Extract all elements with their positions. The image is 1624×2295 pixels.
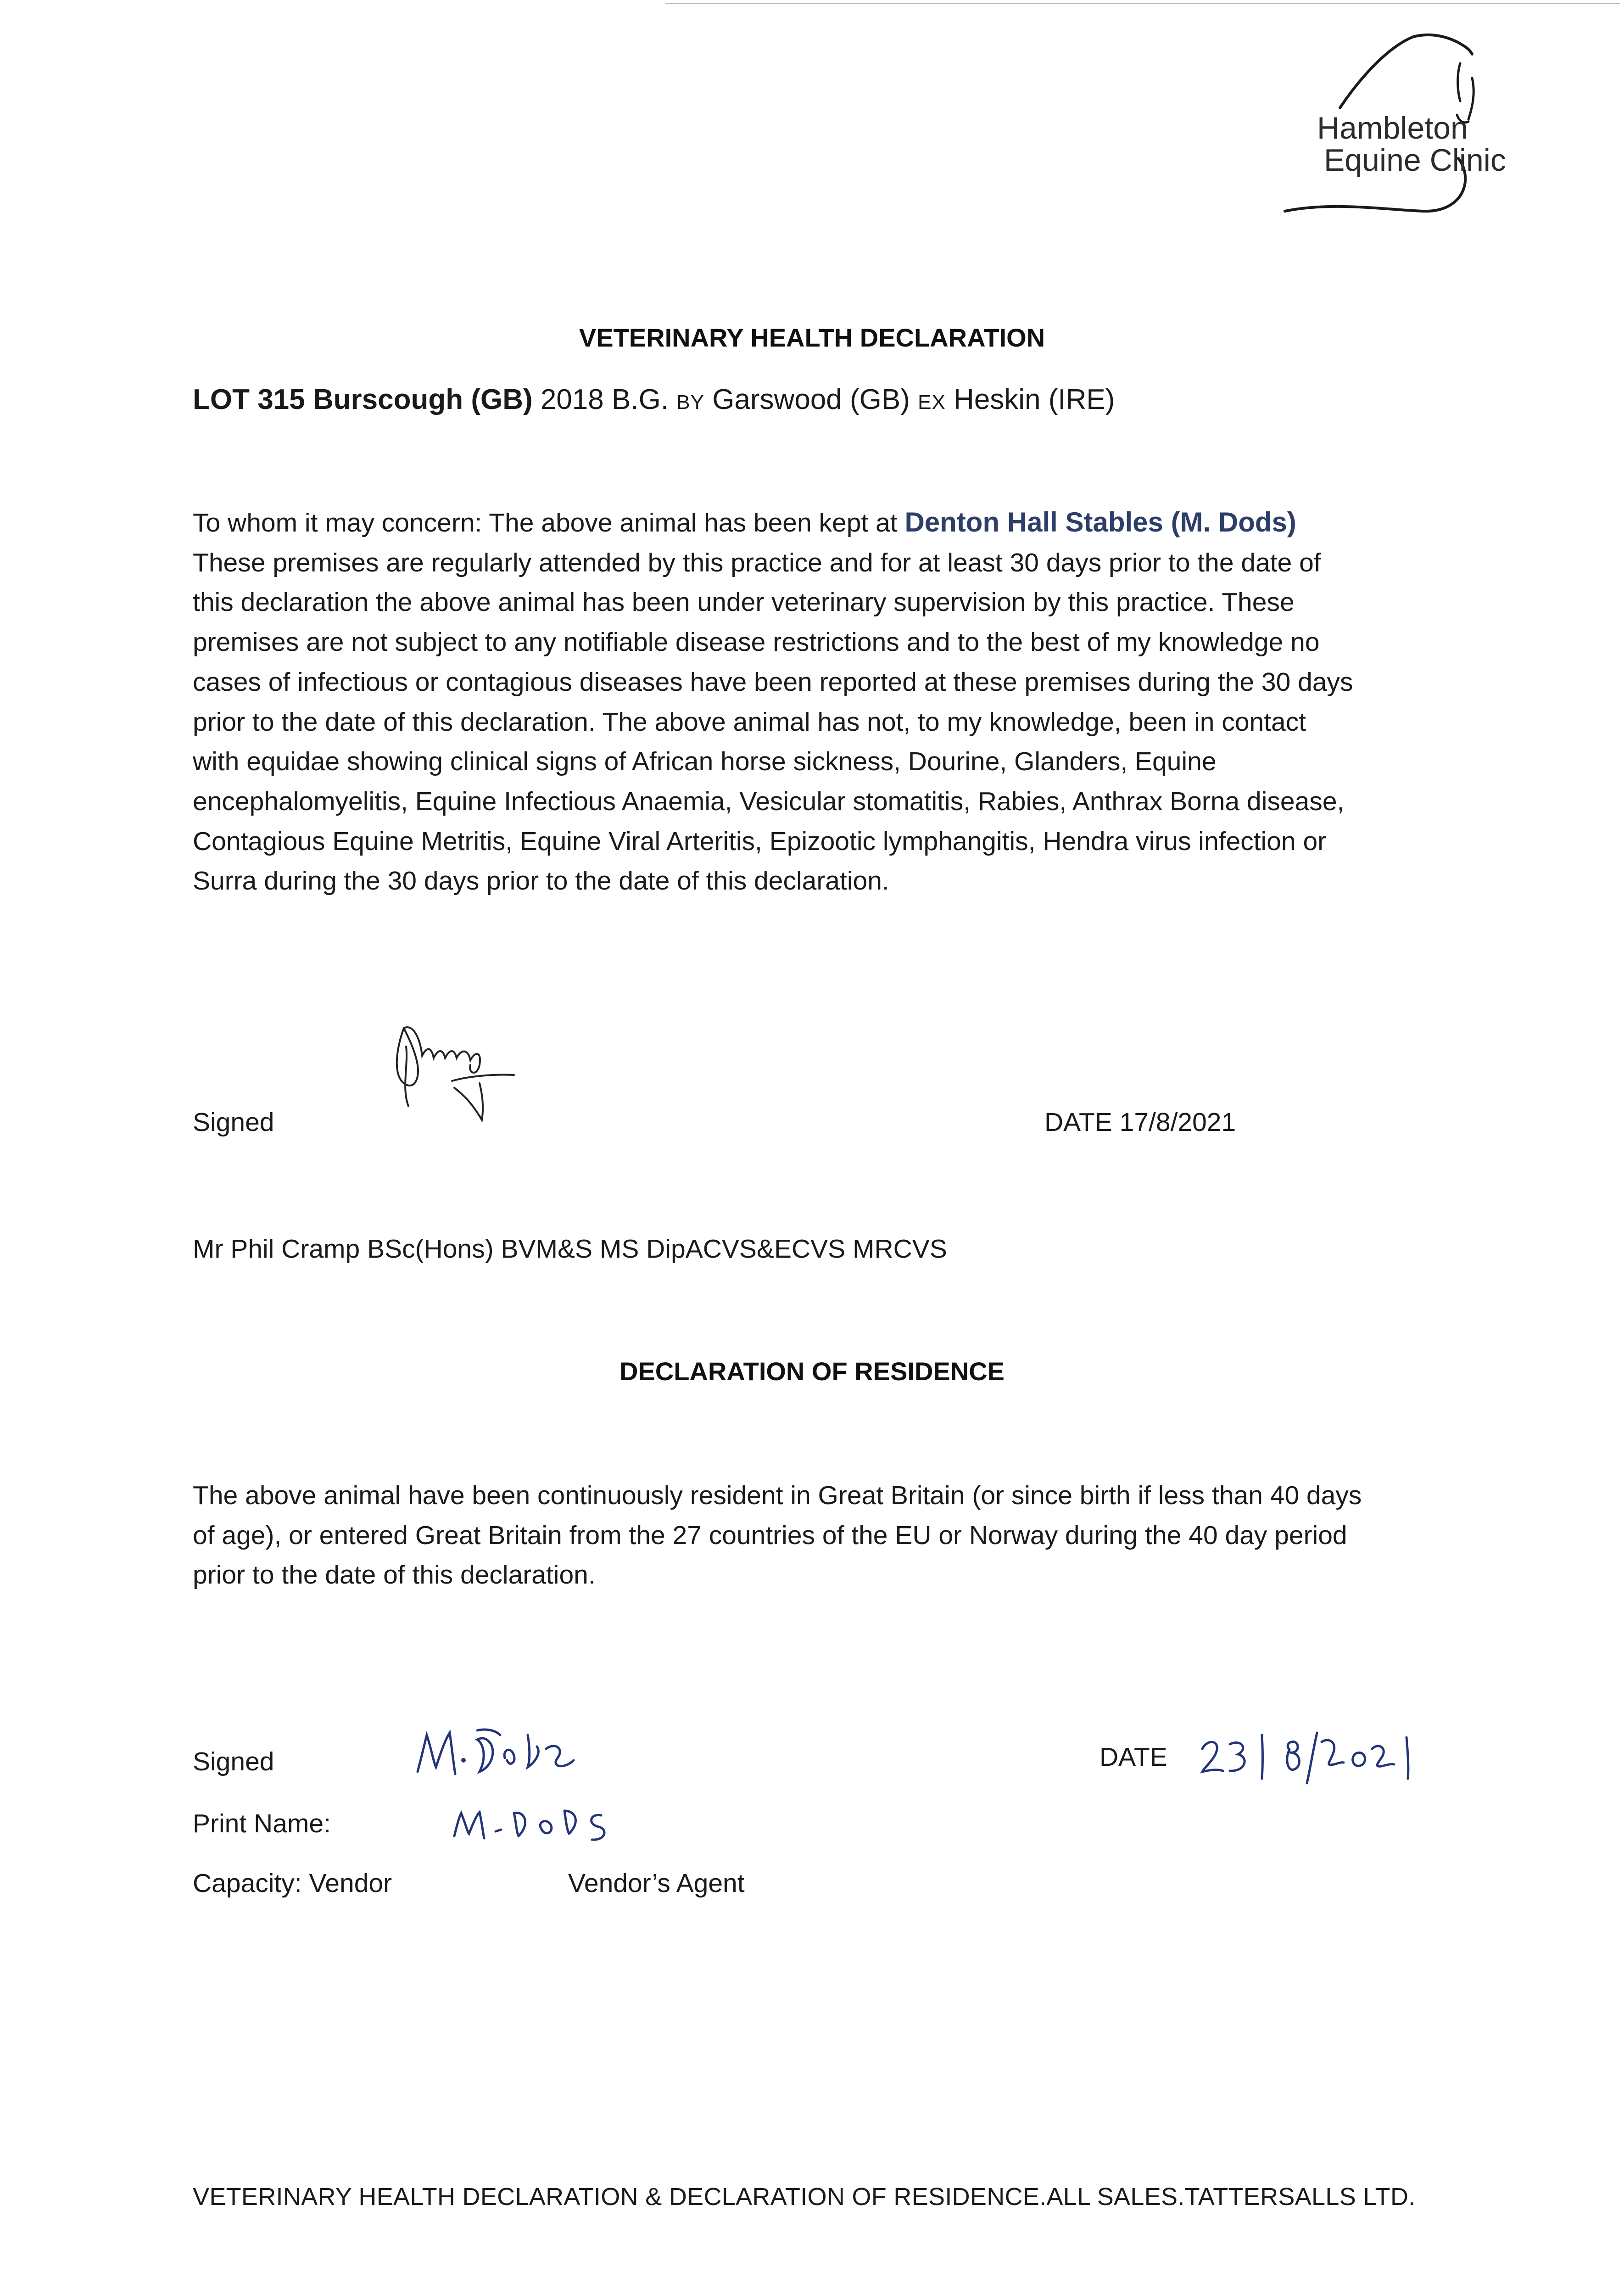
residence-signature-image — [413, 1717, 624, 1790]
print-name-handwriting — [450, 1790, 652, 1850]
residence-date-handwriting — [1198, 1721, 1436, 1790]
vendors-agent-label: Vendor’s Agent — [568, 1869, 745, 1898]
logo-line-2: Equine Clinic — [1324, 143, 1506, 178]
residence-date-label: DATE — [1099, 1742, 1167, 1772]
paragraph-line: These premises are regularly attended by this practice and for at least 30 days prior to the date of — [193, 548, 1321, 577]
paragraph-line: The above animal have been continuously resident in Great Britain (or since birth if less than 40 days — [193, 1481, 1362, 1510]
premises-name: Denton Hall Stables (M. Dods) — [904, 507, 1296, 537]
vet-signature-image — [376, 996, 541, 1125]
paragraph-line: encephalomyelitis, Equine Infectious Anaemia, Vesicular stomatitis, Rabies, Anthrax Borna disease, — [193, 786, 1345, 816]
paragraph-line: Contagious Equine Metritis, Equine Viral Arteritis, Epizootic lymphangitis, Hendra virus infection or — [193, 826, 1327, 856]
paragraph-line: prior to the date of this declaration. — [193, 1560, 596, 1590]
paragraph-line: this declaration the above animal has been under veterinary supervision by this practice. These — [193, 588, 1295, 617]
logo-line-1: Hambleton — [1317, 111, 1468, 146]
paragraph-line: of age), or entered Great Britain from the 27 countries of the EU or Norway during the 40 day period — [193, 1520, 1347, 1550]
paragraph-line: with equidae showing clinical signs of African horse sickness, Dourine, Glanders, Equine — [193, 747, 1217, 777]
paragraph-intro: To whom it may concern: The above animal has been kept at — [193, 508, 905, 537]
paragraph-line: Surra during the 30 days prior to the date of this declaration. — [193, 866, 889, 896]
top-scan-edge — [665, 3, 1620, 4]
vet-signed-label: Signed — [193, 1108, 274, 1137]
vet-name: Mr Phil Cramp BSc(Hons) BVM&S MS DipACVS&ECVS MRCVS — [193, 1234, 947, 1264]
paragraph-line: premises are not subject to any notifiable disease restrictions and to the best of my knowledge no — [193, 627, 1320, 657]
print-name-label: Print Name: — [193, 1809, 331, 1838]
document-title: VETERINARY HEALTH DECLARATION — [579, 323, 1045, 352]
paragraph-line: cases of infectious or contagious diseases have been reported at these premises during the 30 days — [193, 667, 1353, 697]
lot-line — [193, 383, 1115, 416]
document-footer: VETERINARY HEALTH DECLARATION & DECLARATION OF RESIDENCE.ALL SALES.TATTERSALLS LTD. — [193, 2183, 1416, 2211]
health-declaration-paragraph — [193, 503, 1450, 901]
residence-paragraph — [193, 1476, 1450, 1595]
sire: Garswood (GB) — [712, 384, 910, 415]
paragraph-line: prior to the date of this declaration. The above animal has not, to my knowledge, been in contact — [193, 707, 1306, 737]
capacity-vendor-label: Capacity: Vendor — [193, 1869, 392, 1898]
year-sex: 2018 B.G. — [540, 384, 669, 415]
vet-date: DATE 17/8/2021 — [1044, 1108, 1236, 1137]
lot-number: LOT 315 Burscough (GB) — [193, 384, 533, 415]
clinic-logo — [1276, 28, 1569, 230]
by-label: BY — [676, 391, 704, 414]
residence-title: DECLARATION OF RESIDENCE — [619, 1357, 1005, 1386]
paragraph-line — [193, 503, 1450, 543]
dam: Heskin (IRE) — [954, 384, 1115, 415]
ex-label: EX — [918, 391, 946, 414]
residence-signed-label: Signed — [193, 1747, 274, 1776]
